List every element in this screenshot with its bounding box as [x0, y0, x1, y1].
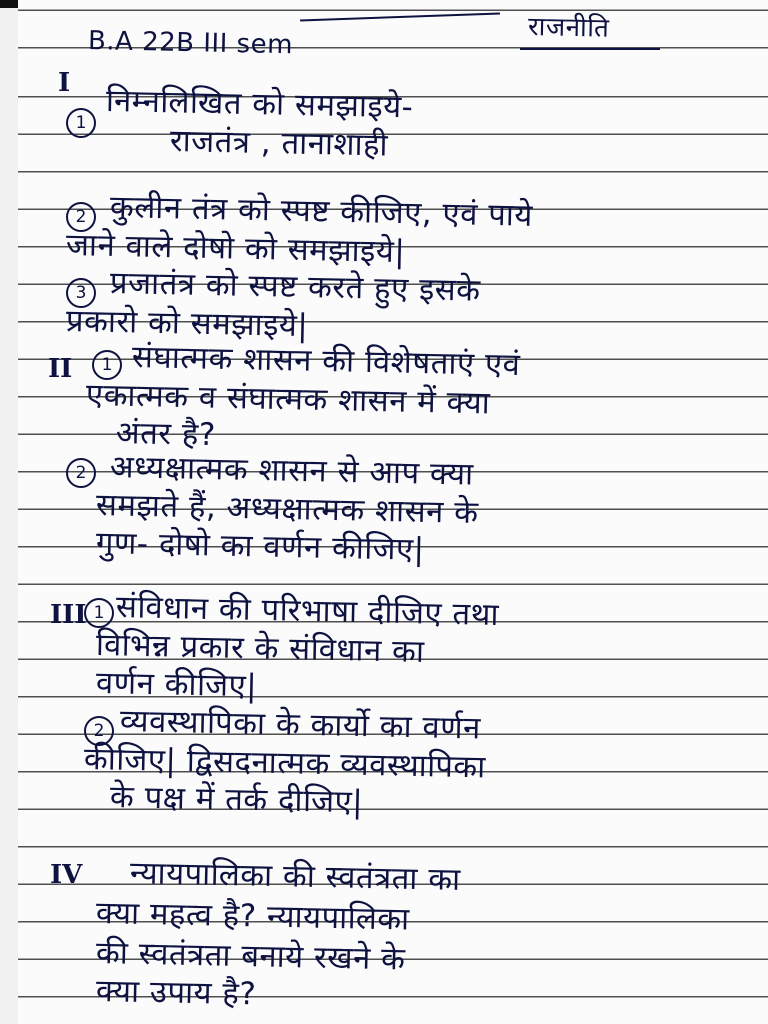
- question-line: गुण- दोषो का वर्णन कीजिए|: [95, 525, 425, 568]
- question-line: न्यायपालिका की स्वतंत्रता का: [129, 855, 461, 898]
- question-line: विभिन्न प्रकार के संविधान का: [95, 627, 425, 670]
- question-line: क्या महत्व है? न्यायपालिका: [95, 895, 411, 938]
- course-label: B.A 22B III sem: [87, 26, 294, 61]
- section-roman-4: IV: [50, 860, 83, 890]
- question-line: कुलीन तंत्र को स्पष्ट कीजिए, एवं पाये: [109, 189, 534, 234]
- subject-title: राजनीति: [527, 12, 610, 44]
- question-line: के पक्ष में तर्क दीजिए|: [109, 779, 364, 821]
- question-number-2-1: 1: [92, 350, 122, 380]
- question-number-2-2: 2: [66, 458, 96, 488]
- question-number-1-1: 1: [66, 108, 96, 138]
- question-number-1-3: 3: [66, 278, 96, 308]
- section-roman-1: I: [58, 68, 71, 98]
- question-line: क्या उपाय है?: [95, 973, 257, 1013]
- question-number-3-2: 2: [84, 716, 114, 746]
- question-number-1-2: 2: [66, 202, 96, 232]
- question-line: संघात्मक शासन की विशेषताएं एवं: [131, 339, 521, 384]
- section-roman-2: II: [48, 354, 73, 384]
- question-line: समझते हैं, अध्यक्षात्मक शासन के: [95, 487, 479, 532]
- question-line: संविधान की परिभाषा दीजिए तथा: [115, 589, 500, 634]
- question-line: जाने वाले दोषो को समझाइये|: [65, 227, 406, 271]
- question-line: अंतर है?: [115, 415, 217, 454]
- section-roman-3: III: [50, 600, 87, 630]
- question-line: एकात्मक व संघात्मक शासन में क्या: [85, 377, 491, 422]
- question-line: प्रजातंत्र को स्पष्ट करते हुए इसके: [109, 265, 481, 309]
- question-line: अध्यक्षात्मक शासन से आप क्या: [109, 449, 474, 493]
- question-line: निम्नलिखित को समझाइये-: [105, 83, 414, 126]
- question-line: वर्णन कीजिए|: [95, 665, 258, 705]
- question-number-3-1: 1: [84, 598, 114, 628]
- question-line: राजतंत्र , तानाशाही: [169, 123, 389, 164]
- question-line: कीजिए| द्विसदनात्मक व्यवस्थापिका: [83, 741, 487, 786]
- question-line: प्रकारो को समझाइये|: [65, 303, 309, 345]
- subject-underline: [520, 48, 660, 50]
- question-line: की स्वतंत्रता बनाये रखने के: [95, 935, 406, 978]
- question-line: व्यवस्थापिका के कार्यो का वर्णन: [119, 703, 482, 747]
